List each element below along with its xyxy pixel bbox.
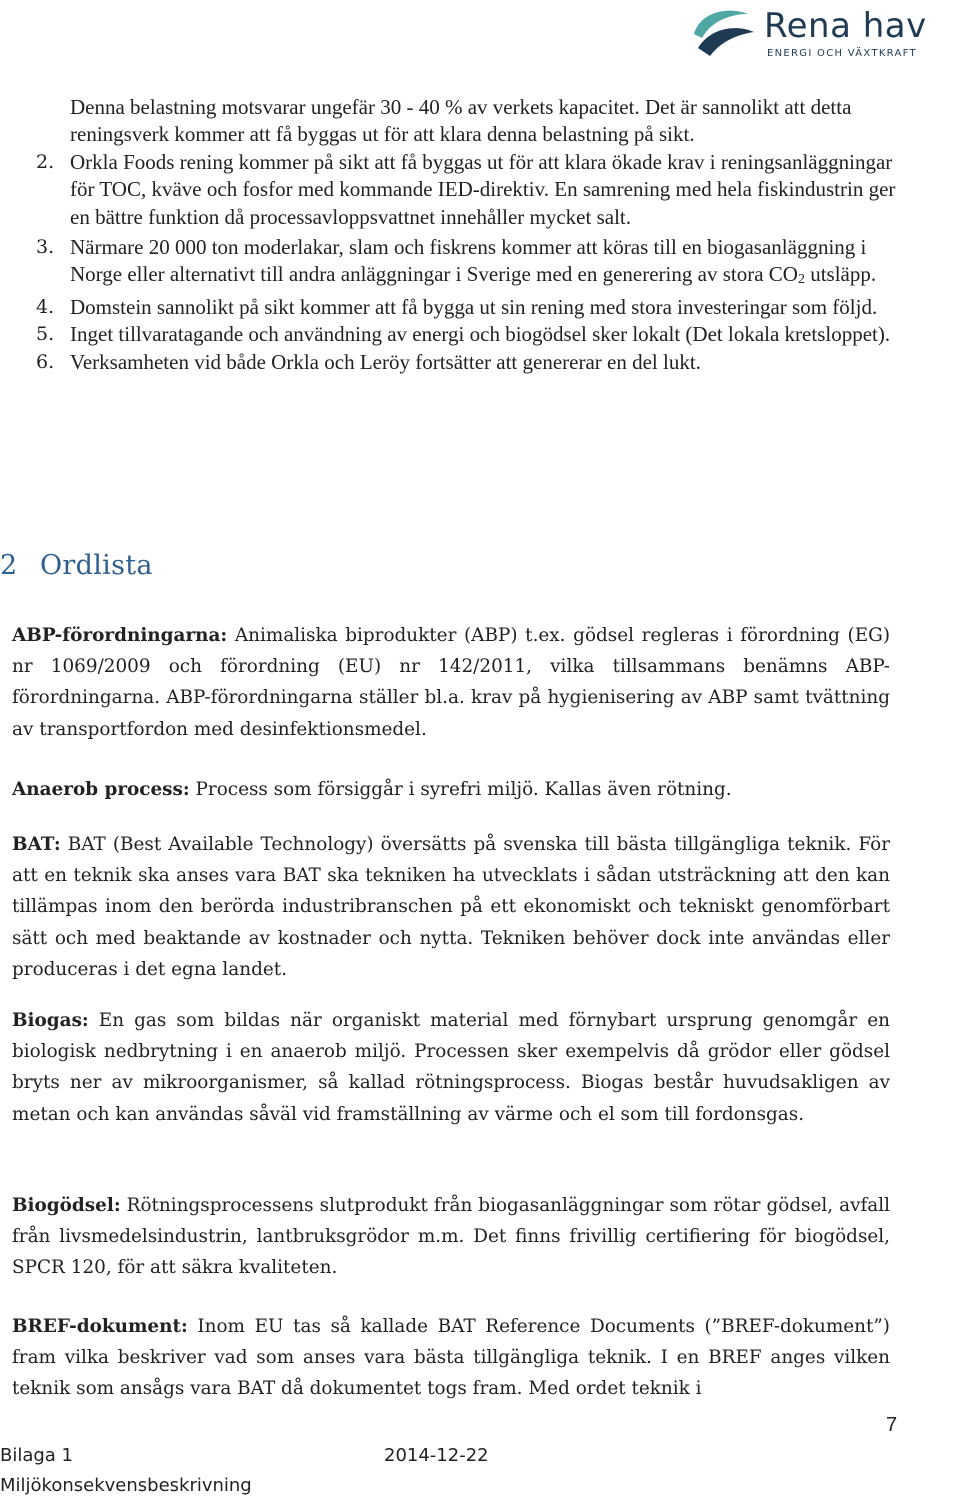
glossary-term: ABP-förordningarna:: [12, 625, 228, 646]
list-item-text: Domstein sannolikt på sikt kommer att få bygga ut sin rening med stora investeringar som följd.: [70, 294, 878, 319]
section-title-text: Ordlista: [40, 550, 153, 581]
glossary-term: BREF-dokument:: [12, 1316, 188, 1337]
footer-document-title: Miljökonsekvensbeskrivning: [0, 1475, 252, 1496]
glossary-entry-bat: [12, 829, 890, 985]
list-item-text: Verksamheten vid både Orkla och Leröy fortsätter att genererar en del lukt.: [70, 349, 701, 374]
glossary-entry-biogas: [12, 1005, 890, 1130]
list-item: [36, 294, 910, 321]
list-item-text-end: utsläpp.: [804, 262, 877, 287]
list-item-text: Orkla Foods rening kommer på sikt att få byggas ut för att klara ökade krav i reningsanläggningar för TOC, kväve och fosfor med kommande IED-direktiv. En samrening med hela fiskindustrin ger en bättre funktion då processavloppsvattnet innehåller mycket salt.: [70, 149, 896, 229]
list-item-text: Närmare 20 000 ton moderlakar, slam och fiskrens kommer att köras till en biogasanläggning i Norge eller alternativt till andra anläggningar i Sverige med en generering av stora CO: [70, 235, 867, 287]
section-heading: [0, 550, 153, 581]
rena-hav-logo: [688, 4, 956, 66]
list-item-text: Inget tillvaratagande och användning av energi och biogödsel sker lokalt (Det lokala kretsloppet).: [70, 322, 891, 347]
page-number: 7: [886, 1414, 898, 1436]
glossary-entry-abp: [12, 620, 890, 745]
glossary-term: BAT:: [12, 834, 61, 855]
footer-date: 2014-12-22: [384, 1445, 489, 1466]
glossary-term: Anaerob process:: [12, 779, 190, 800]
footer-appendix: Bilaga 1: [0, 1445, 74, 1466]
logo-name: Rena hav: [764, 6, 927, 46]
wave-leaf-icon: [688, 4, 758, 66]
glossary-definition: BAT (Best Available Technology) översätts på svenska till bästa tillgängliga teknik. För att en teknik ska anses vara BAT ska tekniken ha utvecklats i sådan utsträckning att den kan tillämpas inom den berörda industribranschen på ett ekonomiskt och tekniskt genomförbart sätt och med beaktande av kostnader och nytta. Tekniken behöver dock inte användas eller produceras i det egna landet.: [12, 834, 890, 980]
consequence-list: [36, 94, 910, 376]
glossary-definition: Animaliska biprodukter (ABP) t.ex. gödsel regleras i förordning (EG) nr 1069/2009 och förordning (EU) nr 142/2011, vilka tillsammans benämns ABP-förordningarna. ABP-förordningarna ställer bl.a. krav på hygienisering av ABP samt tvättning av transportfordon med desinfektionsmedel.: [12, 625, 890, 740]
list-item-number: 3.: [36, 236, 55, 259]
footer-document-label: [0, 1441, 252, 1501]
list-item: [36, 234, 910, 294]
list-item-number: 5.: [36, 323, 55, 346]
list-item-number: 4.: [36, 295, 55, 318]
glossary-definition: Process som försiggår i syrefri miljö. Kallas även rötning.: [189, 779, 732, 800]
subscript-2: 2: [797, 272, 805, 288]
list-item: [36, 321, 910, 348]
list-item: [36, 149, 910, 231]
glossary-entry-anaerob: [12, 774, 890, 805]
glossary-definition: Inom EU tas så kallade BAT Reference Documents (”BREF-dokument”) fram vilka beskriver vad som anses vara bästa tillgängliga teknik. I en BREF anges vilken teknik som ansågs vara BAT då dokumentet togs fram. Med ordet teknik i: [12, 1316, 890, 1400]
logo-tagline: ENERGI OCH VÄXTKRAFT: [767, 48, 917, 59]
list-item-number: 6.: [36, 350, 55, 373]
glossary-entry-biogodsel: [12, 1190, 890, 1284]
glossary-definition: En gas som bildas när organiskt material med förnybart ursprung genomgår en biologisk nedbrytning i en anaerob miljö. Processen sker exempelvis då grödor eller gödsel bryts ner av mikroorganismer, så kallad rötningsprocess. Biogas består huvudsakligen av metan och kan användas såväl vid framställning av värme och el som till fordonsgas.: [12, 1010, 890, 1125]
glossary-definition: Rötningsprocessens slutprodukt från biogasanläggningar som rötar gödsel, avfall från livsmedelsindustrin, lantbruksgrödor m.m. Det finns frivillig certifiering för biogödsel, SPCR 120, för att säkra kvaliteten.: [12, 1195, 890, 1279]
list-item-number: 2.: [36, 150, 55, 173]
section-number: 2: [0, 550, 18, 581]
glossary-term: Biogas:: [12, 1010, 89, 1031]
list-item: [36, 349, 910, 376]
list-intro-text: Denna belastning motsvarar ungefär 30 - 40 % av verkets kapacitet. Det är sannolikt att detta reningsverk kommer att få byggas ut för att klara denna belastning på sikt.: [70, 95, 852, 147]
glossary-entry-bref: [12, 1311, 890, 1405]
glossary-term: Biogödsel:: [12, 1195, 121, 1216]
